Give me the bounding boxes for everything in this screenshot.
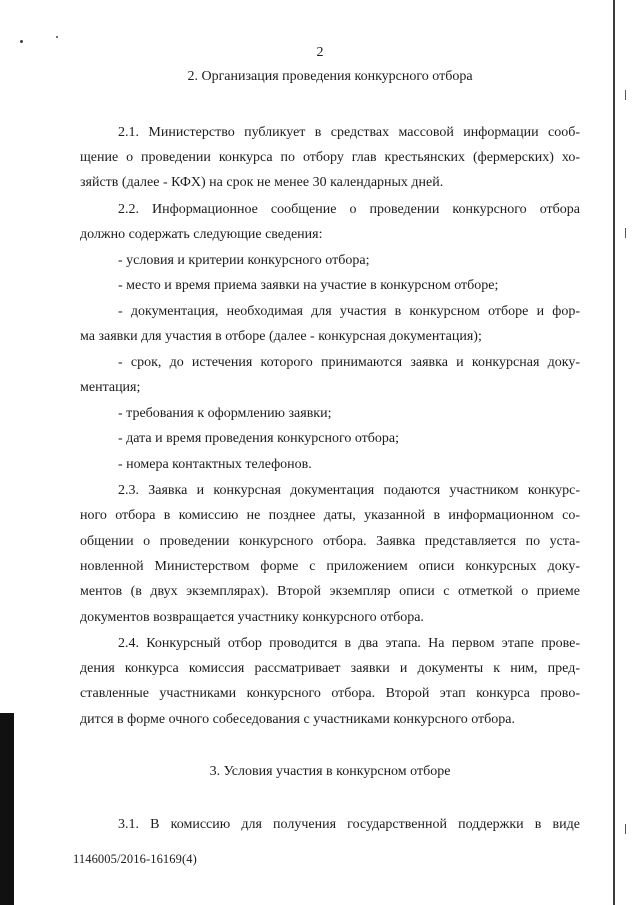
paragraph-line: 2.2. Информационное сообщение о проведении конкурсного отбора — [118, 202, 580, 217]
paragraph-line: должно содержать следующие сведения: — [80, 227, 323, 242]
scan-speck — [20, 40, 23, 43]
list-item: - условия и критерии конкурсного отбора; — [118, 253, 370, 268]
paragraph-line: 2.1. Министерство публикует в средствах массовой информации сооб- — [118, 125, 580, 140]
list-item: - документация, необходимая для участия в конкурсном отборе и фор- — [118, 304, 580, 319]
paragraph-line: ного отбора в комиссию не позднее даты, указанной в информационном со- — [80, 508, 580, 523]
paragraph-line: зяйств (далее - КФХ) на срок не менее 30 календарных дней. — [80, 175, 444, 190]
paragraph-line: ма заявки для участия в отборе (далее - конкурсная документация); — [80, 329, 482, 344]
scan-mark — [625, 90, 626, 100]
list-item: - требования к оформлению заявки; — [118, 406, 332, 421]
section-3-title: 3. Условия участия в конкурсном отборе — [209, 764, 451, 779]
list-item: - место и время приема заявки на участие в конкурсном отборе; — [118, 278, 499, 293]
scan-edge-line — [613, 0, 615, 905]
paragraph-line: новленной Министерством форме с приложением описи конкурсных доку- — [80, 559, 580, 574]
paragraph-line: 2.3. Заявка и конкурсная документация подаются участником конкурс- — [118, 483, 580, 498]
paragraph-line: 2.4. Конкурсный отбор проводится в два этапа. На первом этапе прове- — [118, 636, 580, 651]
paragraph-line: ставленные участниками конкурсного отбора. Второй этап конкурса прово- — [80, 686, 580, 701]
paragraph-line: ментация; — [80, 380, 141, 395]
paragraph-line: дится в форме очного собеседования с участниками конкурсного отбора. — [80, 712, 515, 727]
page-number: 2 — [316, 45, 324, 60]
scan-mark — [625, 824, 626, 834]
scan-mark — [625, 228, 626, 238]
paragraph-line: общении о проведении конкурсного отбора. Заявка представляется по уста- — [80, 534, 580, 549]
paragraph-line: щение о проведении конкурса по отбору глав крестьянских (фермерских) хо- — [80, 150, 580, 165]
paragraph-line: дения конкурса комиссия рассматривает заявки и документы к ним, пред- — [80, 661, 580, 676]
scan-shadow-bar — [0, 713, 14, 905]
paragraph-line: ментов (в двух экземплярах). Второй экземпляр описи с отметкой о приеме — [80, 584, 580, 599]
document-code: 1146005/2016-16169(4) — [73, 852, 197, 866]
section-2-title: 2. Организация проведения конкурсного отбора — [187, 69, 473, 84]
paragraph-line: документов возвращается участнику конкурсного отбора. — [80, 610, 424, 625]
list-item: - дата и время проведения конкурсного отбора; — [118, 431, 400, 446]
scan-speck — [56, 36, 58, 38]
list-item: - номера контактных телефонов. — [118, 457, 312, 472]
list-item: - срок, до истечения которого принимаются заявка и конкурсная доку- — [118, 355, 580, 370]
paragraph-line: 3.1. В комиссию для получения государственной поддержки в виде — [118, 817, 580, 832]
